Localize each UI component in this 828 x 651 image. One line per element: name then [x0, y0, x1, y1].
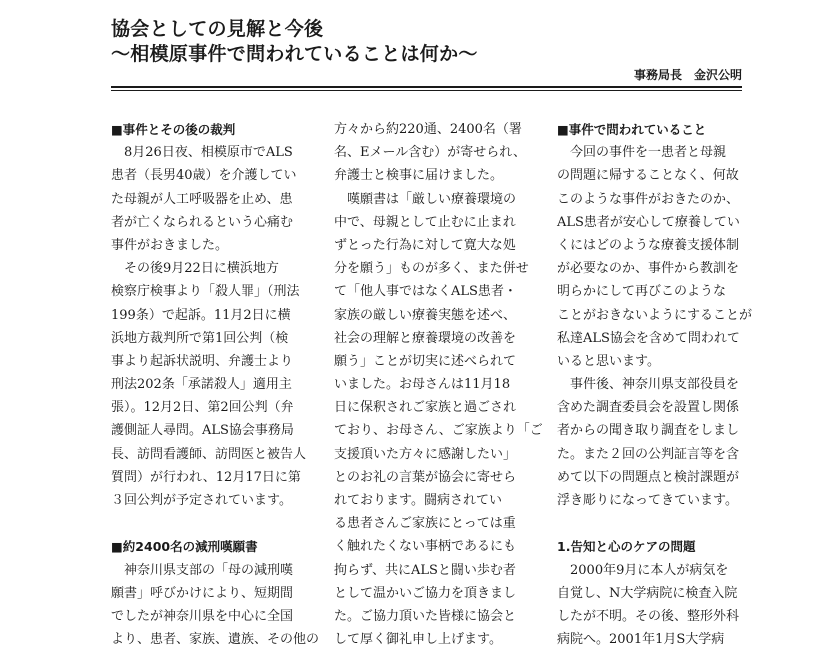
text-line: とのお礼の言葉が協会に寄せら — [334, 469, 517, 485]
text-line: 事より起訴状説明、弁護士より — [111, 353, 294, 369]
section-heading: 1.告知と心のケアの問題 — [557, 539, 696, 555]
text-line: 分を願う」ものが多く、また併せ — [334, 261, 529, 277]
text-line: 日に保釈されご家族と過ごされ — [334, 400, 517, 416]
text-line: 刑法202条「承諾殺人」適用主 — [111, 377, 292, 393]
text-line: 今回の事件を一患者と母親 — [557, 145, 727, 161]
text-line: 家族の厳しい療養実態を述べ、 — [334, 307, 517, 323]
text-line: く触れたくない事柄であるにも — [334, 539, 517, 555]
text-line: 願書」呼びかけにより、短期間 — [111, 585, 294, 601]
text-line: 支援頂いた方々に感謝したい」 — [334, 446, 517, 462]
text-line: 方々から約220通、2400名（署 — [334, 122, 522, 137]
text-line: た。また２回の公判証言等を含 — [557, 446, 740, 462]
text-line: る患者さんご家族にとっては重 — [334, 516, 516, 532]
text-line: ずとった行為に対して寛大な処 — [334, 237, 516, 253]
text-line: 社会の理解と療養環境の改善を — [334, 330, 517, 346]
text-line: いました。お母さんは11月18 — [334, 377, 511, 393]
text-line: でしたが神奈川県を中心に全国 — [111, 608, 294, 624]
paragraph-gap — [557, 512, 747, 535]
text-line: 患者（長男40歳）を介護してい — [111, 168, 297, 184]
text-line: 浜地方裁判所で第1回公判（検 — [111, 330, 289, 346]
column-1 — [111, 118, 320, 651]
text-line: 浮き彫りになってきています。 — [557, 493, 738, 508]
text-line: れております。闘病されてい — [334, 493, 502, 508]
text-line: 名、Eメール含む）が寄せられ、 — [334, 145, 527, 161]
text-line: が必要なのか、事件から教訓を — [557, 261, 740, 277]
text-line: 8月26日夜、相模原市でALS — [111, 145, 293, 161]
text-line: た。ご協力頂いた皆様に協会と — [334, 608, 517, 624]
text-line: の問題に帰することなく、何故 — [557, 168, 739, 184]
text-line: その後9月22日に横浜地方 — [111, 261, 279, 277]
text-line: 含めた調査委員会を設置し関係 — [557, 400, 740, 416]
section-heading: ■約2400名の減刑嘆願書 — [111, 539, 258, 555]
text-line: 拘らず、共にALSと闘い歩む者 — [334, 562, 516, 578]
text-line: 長、訪問看護師、訪問医と被告人 — [111, 446, 307, 462]
text-line: 私達ALS協会を含めて問われて — [557, 330, 740, 346]
text-line: このような事件がおきたのか、 — [557, 191, 740, 207]
text-line: 嘆願書は「厳しい療養環境の — [334, 191, 517, 207]
text-line: 張）。12月2日、第2回公判（弁 — [111, 400, 294, 416]
text-line: ALS患者が安心して療養してい — [557, 214, 740, 230]
text-line: て「他人事ではなくALS患者・ — [334, 284, 517, 300]
column-3 — [557, 118, 753, 651]
text-line: めて以下の問題点と検討課題が — [557, 469, 740, 485]
author-byline: 事務局長 金沢公明 — [633, 68, 742, 82]
text-line: ており、お母さん、ご家族より「ご — [334, 423, 543, 439]
text-line: 者が亡くなられるという心痛む — [111, 214, 294, 230]
text-line: 願う」ことが切実に述べられて — [334, 353, 517, 369]
section-heading: ■事件とその後の裁判 — [111, 122, 236, 137]
text-line: より、患者、家族、遺族、その他の — [111, 632, 320, 648]
text-line: ことがおきないようにすることが — [557, 307, 753, 323]
text-line: して厚く御礼申し上げます。 — [334, 632, 502, 648]
text-line: た母親が人工呼吸器を止め、患 — [111, 191, 293, 207]
paragraph-gap — [111, 512, 301, 535]
text-line: 事件がおきました。 — [111, 237, 229, 253]
text-line: 神奈川県支部の「母の減刑嘆 — [111, 562, 294, 578]
text-line: 質問）が行われ、12月17日に第 — [111, 469, 301, 485]
text-line: 弁護士と検事に届けました。 — [334, 168, 504, 184]
article-subtitle: 〜相模原事件で問われていることは何か〜 — [111, 43, 478, 65]
text-line: 中で、母親として止むに止まれ — [334, 214, 516, 230]
text-line: 者からの聞き取り調査をしまし — [557, 423, 740, 439]
text-line: 護側証人尋問。ALS協会事務局 — [111, 423, 294, 439]
text-line: 199条）で起訴。11月2日に横 — [111, 307, 291, 323]
text-line: いると思います。 — [557, 353, 660, 369]
text-line: 事件後、神奈川県支部役員を — [557, 377, 740, 393]
text-line: ３回公判が予定されています。 — [111, 493, 292, 508]
section-heading: ■事件で問われていること — [557, 122, 707, 137]
text-line: 病院へ。2001年1月S大学病 — [557, 632, 725, 648]
column-2 — [334, 118, 543, 651]
article-title: 協会としての見解と今後 — [111, 18, 324, 40]
text-line: したが不明。その後、整形外科 — [557, 608, 740, 624]
text-line: 明らかにして再びこのような — [557, 284, 727, 300]
text-line: 検察庁検事より「殺人罪」（刑法 — [111, 284, 300, 300]
text-line: として温かいご協力を頂きまし — [334, 585, 517, 601]
title-rule-thick — [111, 86, 742, 88]
text-line: 自覚し、N大学病院に検査入院 — [557, 585, 738, 601]
text-line: くにはどのような療養支援体制 — [557, 237, 740, 253]
text-line: 2000年9月に本人が病気を — [557, 562, 729, 578]
title-rule-thin — [111, 90, 742, 91]
